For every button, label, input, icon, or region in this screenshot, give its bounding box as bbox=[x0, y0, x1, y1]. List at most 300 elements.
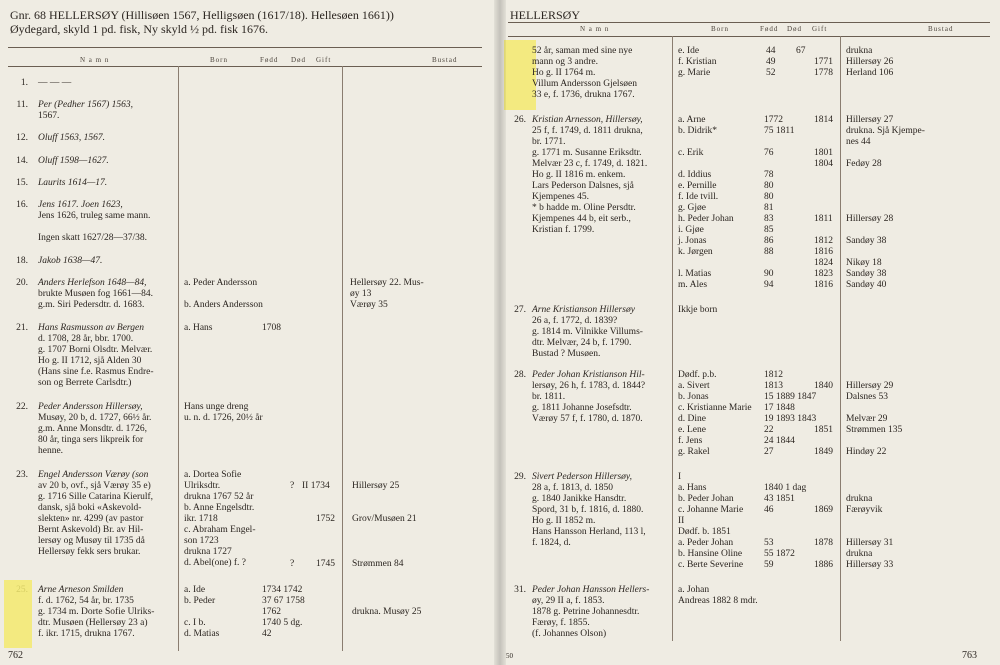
entry-text bbox=[38, 402, 151, 457]
col-bustad: Bustad bbox=[432, 56, 458, 64]
children-list-line: a. Ide bbox=[184, 585, 206, 595]
entry-number: 16. bbox=[16, 200, 28, 210]
children-list-line: b. Hansine Oline bbox=[678, 549, 743, 559]
gift-list-line: 1886 bbox=[814, 560, 833, 570]
gift-list-line bbox=[814, 192, 833, 203]
gift-list-line: 1816 bbox=[814, 247, 833, 257]
gift-list-line bbox=[814, 225, 833, 236]
footer-mark: 50 bbox=[506, 652, 513, 660]
fodd-list-line: 49 bbox=[766, 57, 776, 67]
entry-value: 1745 bbox=[316, 559, 335, 569]
entry-text bbox=[532, 305, 643, 360]
bustad-list-line: drukna bbox=[846, 494, 873, 504]
gift-list-line bbox=[814, 392, 833, 403]
bustad-list-line bbox=[846, 148, 925, 159]
col-gift: Gift bbox=[316, 56, 332, 64]
entry-text bbox=[532, 46, 637, 101]
children-list-line: d. Abel(one) f. ? bbox=[184, 558, 246, 568]
entry-text-line: 26 a, f. 1772, d. 1839? bbox=[532, 316, 618, 326]
fodd-list-line: 17 1848 bbox=[764, 403, 795, 413]
entry-text-line: Kristian f. 1799. bbox=[532, 225, 595, 235]
bustad-list-line: Herland 106 bbox=[846, 68, 894, 78]
entry-text bbox=[38, 156, 109, 167]
fodd-list-line: 83 bbox=[764, 214, 774, 224]
children-list-line bbox=[184, 607, 219, 618]
book-gutter bbox=[494, 0, 506, 665]
fodd-list-line: 1734 1742 bbox=[262, 585, 303, 595]
children-list-line: b. Peder Johan bbox=[678, 494, 734, 504]
entry-text-line: slekten» nr. 4299 (av pastor bbox=[38, 514, 144, 524]
bustad-list-line: Hillersøy 27 bbox=[846, 115, 894, 125]
entry-text-line: Laurits 1614—17. bbox=[38, 178, 108, 188]
fodd-list-line: 81 bbox=[764, 203, 774, 213]
entry-text bbox=[38, 256, 102, 267]
gift-list-line: 1811 bbox=[814, 214, 833, 224]
children-list-line: c. Erik bbox=[678, 148, 704, 158]
entry-text-line: øy, 29 II a, f. 1853. bbox=[532, 596, 605, 606]
children-list-line: a. Sivert bbox=[678, 381, 710, 391]
gift-list-line bbox=[814, 414, 833, 425]
entry-text-line bbox=[38, 222, 150, 233]
entry-text-line: br. 1811. bbox=[532, 392, 566, 402]
entry-number: 1. bbox=[20, 78, 28, 88]
fodd-list-line: 1740 5 dg. bbox=[262, 618, 303, 628]
bustad-list-line bbox=[846, 472, 893, 483]
children-list-line: Ikkje born bbox=[678, 305, 718, 315]
bustad-list-line: drukna bbox=[846, 46, 873, 56]
bustad-list-line: Hillersøy 29 bbox=[846, 381, 894, 391]
page-header: HELLERSØY bbox=[510, 8, 580, 22]
children-list-line bbox=[678, 137, 734, 148]
entry-text bbox=[532, 472, 646, 549]
dod-list-line: 67 bbox=[796, 46, 806, 56]
entry-text-line: 1878 g. Petrine Johannesdtr. bbox=[532, 607, 640, 617]
entry-value: II 1734 bbox=[302, 481, 330, 491]
top-rule bbox=[508, 22, 990, 23]
fodd-list bbox=[764, 115, 795, 291]
col-born: Born bbox=[210, 56, 228, 64]
entry-value: ? bbox=[290, 481, 295, 491]
entry-number: 22. bbox=[16, 402, 28, 412]
children-list-line: e. Pernille bbox=[678, 181, 717, 191]
col-namn: N a m n bbox=[580, 25, 610, 33]
bustad-list-line: Hillersøy 33 bbox=[846, 560, 894, 570]
gift-list-line: 1804 bbox=[814, 159, 833, 169]
bustad-list-line bbox=[846, 516, 893, 527]
children-list bbox=[678, 305, 717, 316]
col-namn: N a m n bbox=[80, 56, 110, 64]
children-list-line: b. Anne Engelsdtr. bbox=[184, 503, 255, 513]
entry-number: 11. bbox=[16, 100, 28, 110]
bustad-list-line bbox=[846, 483, 893, 494]
bustad-list-line: nes 44 bbox=[846, 137, 871, 147]
gift-list-line bbox=[814, 137, 833, 148]
entry-number: 15. bbox=[16, 178, 28, 188]
children-list-line: f. Kristian bbox=[678, 57, 717, 67]
entry-value: Hillersøy 25 bbox=[352, 481, 400, 491]
entry-text-line: dansk, sjå boki «Askevold- bbox=[38, 503, 142, 513]
entry-text bbox=[38, 278, 153, 311]
bustad-list-line: Sandøy 38 bbox=[846, 236, 887, 246]
dod-list-line bbox=[796, 68, 806, 79]
entry-text-line: Kjempenes 45. bbox=[532, 192, 589, 202]
children-list-line: b. Didrik* bbox=[678, 126, 718, 136]
fodd-list-line: 37 67 1758 bbox=[262, 596, 305, 606]
column-divider bbox=[840, 36, 841, 641]
bustad-list bbox=[846, 472, 893, 571]
gift-list-line: 1878 bbox=[814, 538, 833, 548]
fodd-list-line: 90 bbox=[764, 269, 774, 279]
children-list-line: c. Abraham Engel- bbox=[184, 525, 256, 535]
entry-text-line: f. ikr. 1715, drukna 1767. bbox=[38, 629, 135, 639]
entry-text-line: — — — bbox=[38, 78, 72, 88]
entry-text bbox=[38, 78, 71, 89]
gift-list-line bbox=[814, 370, 833, 381]
children-list-line: c. Johanne Marie bbox=[678, 505, 744, 515]
fodd-list-line bbox=[764, 516, 806, 527]
children-list-line: c. Kristianne Marie bbox=[678, 403, 752, 413]
gift-list bbox=[814, 115, 833, 291]
children-list-line: Ulriksdtr. bbox=[184, 481, 221, 491]
children-list-line: II bbox=[678, 516, 685, 526]
entry-value: ? bbox=[290, 559, 295, 569]
fodd-list-line bbox=[764, 258, 795, 269]
entry-text-line: lersøy og Musøy til 1735 då bbox=[38, 536, 145, 546]
entry-text-line: Hellersøy fekk sers brukar. bbox=[38, 547, 141, 557]
fodd-list-line bbox=[764, 527, 806, 538]
entry-text-line: g. 1707 Borni Olsdtr. Melvær. bbox=[38, 345, 153, 355]
gift-list-line bbox=[814, 516, 833, 527]
fodd-list-line: 1772 bbox=[764, 115, 783, 125]
entry-text-line: g. 1814 m. Vilnikke Villums- bbox=[532, 327, 643, 337]
children-list-line: l. Matias bbox=[678, 269, 712, 279]
entry-text-line: br. 1771. bbox=[532, 137, 566, 147]
children-list bbox=[678, 46, 717, 79]
children-list-line: d. Iddius bbox=[678, 170, 712, 180]
gift-list-line: 1801 bbox=[814, 148, 833, 158]
entry-text bbox=[38, 178, 107, 189]
children-list-line: Hans unge dreng bbox=[184, 402, 249, 412]
children-list-line: Dødf. b. 1851 bbox=[678, 527, 731, 537]
children-list-line: drukna 1767 52 år bbox=[184, 492, 254, 502]
bustad-list-line bbox=[846, 203, 925, 214]
entry-text-line: dtr. Musøen (Hellersøy 23 a) bbox=[38, 618, 148, 628]
entry-text-line: Villum Andersson Gjelsøen bbox=[532, 79, 637, 89]
entry-text-line: Bustad ? Musøen. bbox=[532, 349, 601, 359]
entry-text-line: Peder Johan Kristianson Hil- bbox=[532, 370, 645, 380]
entry-text-line: Jens 1626, truleg same mann. bbox=[38, 211, 151, 221]
entry-text-line: d. 1708, 28 år, bbr. 1700. bbox=[38, 334, 134, 344]
children-list-line bbox=[184, 289, 263, 300]
entry-text-line: 33 e, f. 1736, drukna 1767. bbox=[532, 90, 635, 100]
gift-list-line bbox=[814, 203, 833, 214]
entry-text bbox=[532, 370, 645, 425]
bustad-list-line: Hillersøy 28 bbox=[846, 214, 894, 224]
bustad-list-line: Sandøy 40 bbox=[846, 280, 887, 290]
col-dod: Død bbox=[291, 56, 307, 64]
bustad-list-line bbox=[846, 527, 893, 538]
bustad-list-line bbox=[846, 181, 925, 192]
entry-number: 21. bbox=[16, 323, 28, 333]
entry-text-line: 52 år, saman med sine nye bbox=[532, 46, 633, 56]
gift-list-line bbox=[814, 527, 833, 538]
gift-list-line: 1869 bbox=[814, 505, 833, 515]
fodd-list-line: 1762 bbox=[262, 607, 281, 617]
fodd-list-line: 1840 1 dag bbox=[764, 483, 807, 493]
bustad-list-line bbox=[846, 370, 902, 381]
bustad-list-line: Hindøy 22 bbox=[846, 447, 887, 457]
gift-list-line: 1840 bbox=[814, 381, 833, 391]
entry-text-line: 1567. bbox=[38, 111, 60, 121]
entry-text-line: Ho g. II 1816 m. enkem. bbox=[532, 170, 626, 180]
children-list bbox=[678, 585, 758, 607]
fodd-list-line: 55 1872 bbox=[764, 549, 795, 559]
highlight-mark bbox=[4, 580, 32, 648]
children-list-line: e. Lene bbox=[678, 425, 706, 435]
children-list-line: a. Hans bbox=[184, 323, 213, 333]
entry-text bbox=[532, 585, 649, 640]
children-list-line: b. Peder bbox=[184, 596, 216, 606]
gift-list-line bbox=[814, 126, 833, 137]
fodd-list-line: 1812 bbox=[764, 370, 783, 380]
page-number: 763 bbox=[962, 650, 977, 661]
bustad-list-line bbox=[846, 192, 925, 203]
fodd-value bbox=[262, 323, 281, 334]
entry-text-line: g. 1734 m. Dorte Sofie Ulriks- bbox=[38, 607, 155, 617]
entry-number: 23. bbox=[16, 470, 28, 480]
children-list-line: k. Jørgen bbox=[678, 247, 713, 257]
fodd-list-line: 19 1893 1843 bbox=[764, 414, 817, 424]
entry-text-line: Per (Pedher 1567) 1563, bbox=[38, 100, 133, 110]
entry-text-line: av 20 b, ovf., sjå Værøy 35 e) bbox=[38, 481, 151, 491]
entry-text-line: f. d. 1762, 54 år, br. 1735 bbox=[38, 596, 134, 606]
fodd-list-line: 86 bbox=[764, 236, 774, 246]
fodd-list-line: 24 1844 bbox=[764, 436, 795, 446]
entry-value: Grov/Musøen 21 bbox=[352, 514, 417, 524]
entry-number: 18. bbox=[16, 256, 28, 266]
fodd-value-line: 1708 bbox=[262, 323, 281, 333]
entry-text-line: Bernt Askevold) Br. av Hil- bbox=[38, 525, 144, 535]
children-list-line: g. Rakel bbox=[678, 447, 710, 457]
fodd-list-line: 59 bbox=[764, 560, 774, 570]
children-list-line bbox=[678, 159, 734, 170]
gift-list bbox=[814, 46, 833, 79]
gift-list-line: 1771 bbox=[814, 57, 833, 67]
entry-text bbox=[38, 133, 105, 144]
gift-list-line: 1824 bbox=[814, 258, 833, 268]
entry-text-line: g.m. Siri Pedersdtr. d. 1683. bbox=[38, 300, 145, 310]
children-list bbox=[184, 402, 263, 424]
col-dod: Død bbox=[787, 25, 803, 33]
gift-list-line: 1823 bbox=[814, 269, 833, 279]
entry-text-line: g.m. Anne Monsdtr. d. 1726, bbox=[38, 424, 147, 434]
children-list-line: d. Matias bbox=[184, 629, 220, 639]
dod-list-line bbox=[796, 57, 806, 68]
children-list-line: drukna 1727 bbox=[184, 547, 232, 557]
fodd-list-line: 85 bbox=[764, 225, 774, 235]
fodd-list-line: 46 bbox=[764, 505, 774, 515]
bustad-list-line: Strømmen 135 bbox=[846, 425, 903, 435]
header-rule bbox=[8, 66, 482, 67]
gift-list-line bbox=[814, 436, 833, 447]
bustad-list-line: Værøy 35 bbox=[350, 300, 388, 310]
entry-text-line: Spord, 31 b, f. 1816, d. 1880. bbox=[532, 505, 644, 515]
entry-text-line: Arne Arneson Smilden bbox=[38, 585, 124, 595]
entry-number: 14. bbox=[16, 156, 28, 166]
bustad-list-line: Melvær 29 bbox=[846, 414, 888, 424]
children-list-line: I bbox=[678, 472, 682, 482]
entry-value: Strømmen 84 bbox=[352, 559, 404, 569]
children-list bbox=[678, 115, 734, 291]
entry-text-line: 28 a, f. 1813, d. 1850 bbox=[532, 483, 614, 493]
fodd-list-line: 76 bbox=[764, 148, 774, 158]
fodd-list-line bbox=[764, 159, 795, 170]
fodd-list-line: 27 bbox=[764, 447, 774, 457]
entry-text-line: henne. bbox=[38, 446, 64, 456]
entry-text-line: (Hans sine f.e. Rasmus Endre- bbox=[38, 367, 154, 377]
bustad-list bbox=[846, 115, 925, 291]
children-list-line: a. Dortea Sofie bbox=[184, 470, 242, 480]
entry-number: 27. bbox=[514, 305, 526, 315]
entry-number: 29. bbox=[514, 472, 526, 482]
right-page bbox=[500, 0, 1000, 665]
entry-number: 31. bbox=[514, 585, 526, 595]
children-list-line: a. Arne bbox=[678, 115, 706, 125]
fodd-list-line: 88 bbox=[764, 247, 774, 257]
gift-list-line bbox=[814, 403, 833, 414]
gift-list-line: 1778 bbox=[814, 68, 833, 78]
header-line-2: Øydegard, skyld 1 pd. fisk, Ny skyld ½ pd. fisk 1676. bbox=[10, 22, 268, 36]
children-list-line: a. Hans bbox=[678, 483, 707, 493]
children-list-line: Dødf. p.b. bbox=[678, 370, 717, 380]
bustad-value: drukna. Musøy 25 bbox=[352, 607, 422, 617]
fodd-list-line: 43 1851 bbox=[764, 494, 795, 504]
gift-list-line: 1849 bbox=[814, 447, 833, 457]
column-divider bbox=[178, 66, 179, 651]
gift-list-line: 1814 bbox=[814, 115, 833, 125]
children-list-line: d. Dine bbox=[678, 414, 706, 424]
fodd-list bbox=[764, 370, 816, 458]
entry-number: 20. bbox=[16, 278, 28, 288]
bustad-list bbox=[846, 370, 902, 458]
entry-text-line: Hans Hansson Herland, 113 l, bbox=[532, 527, 646, 537]
children-list bbox=[678, 472, 743, 571]
entry-text-line: g. 1840 Janikke Hansdtr. bbox=[532, 494, 627, 504]
bustad-list bbox=[846, 46, 893, 79]
entry-text-line: Værøy 57 f, f. 1780, d. 1870. bbox=[532, 414, 643, 424]
fodd-list-line: 94 bbox=[764, 280, 774, 290]
children-list-line: b. Jonas bbox=[678, 392, 709, 402]
entry-text-line: Ingen skatt 1627/28—37/38. bbox=[38, 233, 147, 243]
children-list-line: b. Anders Andersson bbox=[184, 300, 263, 310]
gift-list-line bbox=[814, 170, 833, 181]
fodd-list-line: 78 bbox=[764, 170, 774, 180]
entry-text-line: Oluff 1598—1627. bbox=[38, 156, 109, 166]
gift-list-line: 1812 bbox=[814, 236, 833, 246]
entry-text-line: 25 f, f. 1749, d. 1811 drukna, bbox=[532, 126, 643, 136]
entry-text-line: dtr. Melvær, 24 b, f. 1790. bbox=[532, 338, 632, 348]
bustad-list-line: Nikøy 18 bbox=[846, 258, 882, 268]
bustad-list-line bbox=[846, 170, 925, 181]
entry-text-line: mann og 3 andre. bbox=[532, 57, 598, 67]
bustad-list-line bbox=[846, 436, 902, 447]
fodd-list-line: 1813 bbox=[764, 381, 783, 391]
entry-text-line: Arne Kristianson Hillersøy bbox=[532, 305, 635, 315]
children-list-line: m. Ales bbox=[678, 280, 708, 290]
entry-text-line: Jakob 1638—47. bbox=[38, 256, 103, 266]
column-divider bbox=[342, 66, 343, 651]
children-list-line: c. Berte Severine bbox=[678, 560, 744, 570]
entry-value: 1752 bbox=[316, 514, 335, 524]
col-fodd: Fødd bbox=[260, 56, 279, 64]
bustad-list-line: Fedøy 28 bbox=[846, 159, 882, 169]
bustad-list-line: drukna. Sjå Kjempe- bbox=[846, 126, 925, 136]
entry-text-line: f. 1824, d. bbox=[532, 538, 571, 548]
bustad-list bbox=[350, 278, 424, 311]
bustad-list-line: Hillersøy 31 bbox=[846, 538, 894, 548]
bustad-list-line: Sandøy 38 bbox=[846, 269, 887, 279]
entry-number: 28. bbox=[514, 370, 526, 380]
entry-text-line: g. 1771 m. Susanne Eriksdtr. bbox=[532, 148, 642, 158]
entry-text-line: Lars Pederson Dalsnes, sjå bbox=[532, 181, 634, 191]
children-list-line: c. I b. bbox=[184, 618, 206, 628]
entry-text-line: (f. Johannes Olson) bbox=[532, 629, 607, 639]
bustad-list-line: drukna bbox=[846, 549, 873, 559]
entry-text-line: g. 1811 Johanne Josefsdtr. bbox=[532, 403, 632, 413]
children-list-line bbox=[678, 258, 734, 269]
children-list bbox=[184, 585, 219, 640]
fodd-list-line: 80 bbox=[764, 181, 774, 191]
gift-list-line bbox=[814, 494, 833, 505]
gift-list-line bbox=[814, 181, 833, 192]
entry-text-line: Ho g. II 1764 m. bbox=[532, 68, 596, 78]
fodd-list-line: 80 bbox=[764, 192, 774, 202]
fodd-list-line bbox=[764, 472, 806, 483]
entry-text-line: Jens 1617. Joen 1623, bbox=[38, 200, 123, 210]
gift-list-line: 1816 bbox=[814, 280, 833, 290]
fodd-list bbox=[764, 472, 806, 571]
entry-text bbox=[38, 470, 153, 558]
bustad-list-line bbox=[846, 247, 925, 258]
entry-text-line: Engel Andersson Værøy (son bbox=[38, 470, 149, 480]
bustad-list-line bbox=[846, 225, 925, 236]
fodd-list-line: 53 bbox=[764, 538, 774, 548]
entry-text-line: Oluff 1563, 1567. bbox=[38, 133, 106, 143]
entry-text-line: Ho g. II 1712, sjå Alden 30 bbox=[38, 356, 142, 366]
children-list-line: e. Ide bbox=[678, 46, 700, 56]
entry-text-line: Kjempenes 44 b, eit serb., bbox=[532, 214, 631, 224]
entry-text bbox=[38, 323, 154, 389]
children-list-line: f. Jens bbox=[678, 436, 703, 446]
entry-text bbox=[38, 200, 150, 244]
children-list-line: a. Peder Johan bbox=[678, 538, 734, 548]
col-fodd: Fødd bbox=[760, 25, 779, 33]
entry-text-line: Peder Johan Hansson Hellers- bbox=[532, 585, 650, 595]
entry-text-line: brukte Musøen fog 1661—84. bbox=[38, 289, 154, 299]
children-list-line: son 1723 bbox=[184, 536, 219, 546]
entry-text-line: Melvær 23 c, f. 1749, d. 1821. bbox=[532, 159, 648, 169]
top-rule bbox=[8, 47, 482, 48]
entry-number: 26. bbox=[514, 115, 526, 125]
entry-text-line: Musøy, 20 b, d. 1727, 66½ år. bbox=[38, 413, 152, 423]
gift-list bbox=[814, 472, 833, 571]
entry-text-line: 80 år, tinga sers likpreik for bbox=[38, 435, 144, 445]
gift-list-line bbox=[814, 472, 833, 483]
entry-number: 12. bbox=[16, 133, 28, 143]
fodd-list-line bbox=[764, 137, 795, 148]
children-list-line: i. Gjøe bbox=[678, 225, 704, 235]
fodd-list-line: 42 bbox=[262, 629, 272, 639]
